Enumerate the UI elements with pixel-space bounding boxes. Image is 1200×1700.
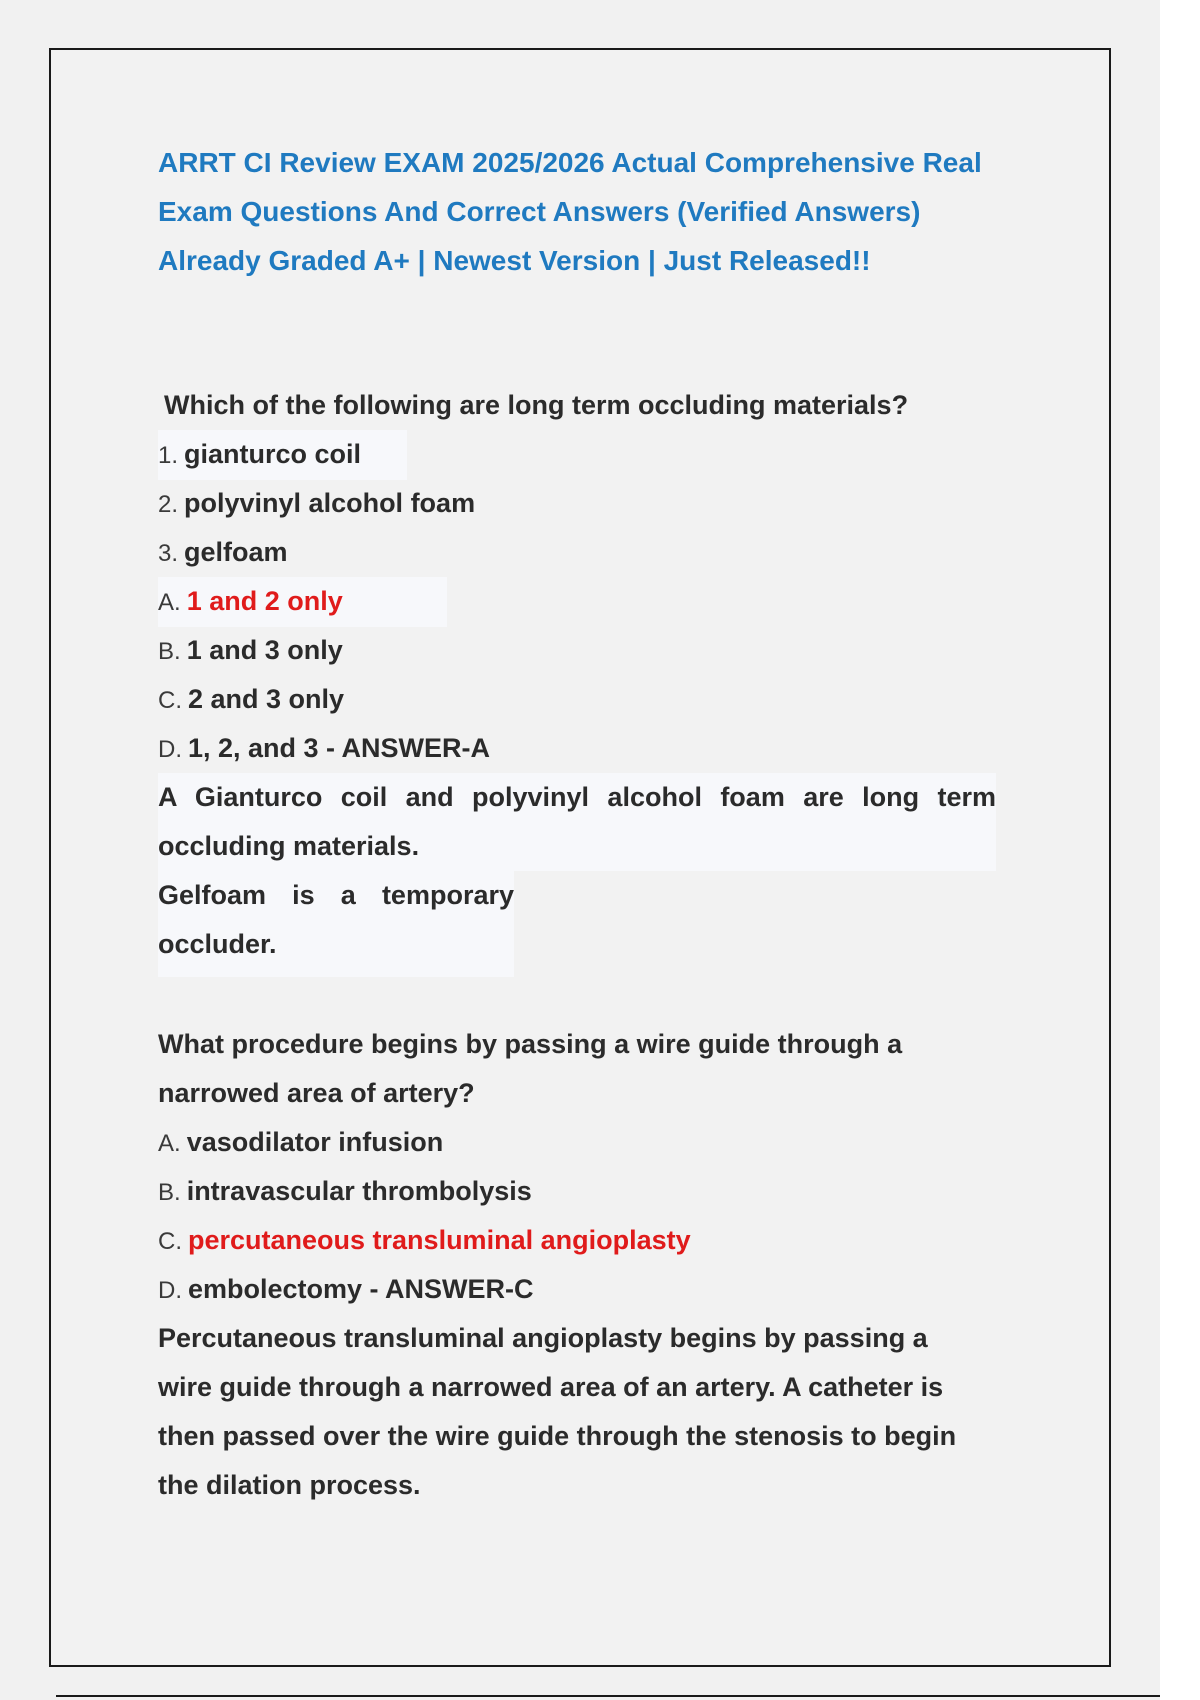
correct-option-text: percutaneous transluminal angioplasty xyxy=(188,1225,691,1255)
question-1-option-a xyxy=(158,577,998,626)
question-2 xyxy=(158,1020,998,1510)
item-text: gianturco coil xyxy=(184,439,362,469)
explanation-line: occluder. xyxy=(158,929,277,959)
page-margin-strip xyxy=(1160,0,1200,1700)
question-1-option-c xyxy=(158,675,998,724)
item-text: gelfoam xyxy=(184,537,288,567)
option-text: 1 and 3 only xyxy=(186,635,343,665)
option-text: intravascular thrombolysis xyxy=(186,1176,532,1206)
explanation-line: wire guide through a narrowed area of an artery. A catheter is xyxy=(158,1372,944,1402)
item-number: 1. xyxy=(158,442,179,469)
item-text: polyvinyl alcohol foam xyxy=(184,488,476,518)
question-1-item-1 xyxy=(158,430,998,479)
option-letter: C. xyxy=(158,1228,182,1255)
explanation-line: Gelfoam is a temporary xyxy=(158,880,514,910)
option-letter: C. xyxy=(158,687,182,714)
option-text-with-answer: 1, 2, and 3 - ANSWER-A xyxy=(188,733,491,763)
question-1-item-2 xyxy=(158,479,998,528)
option-letter: D. xyxy=(158,736,182,763)
question-1-explanation xyxy=(158,773,996,871)
option-text-with-answer: embolectomy - ANSWER-C xyxy=(188,1274,534,1304)
option-letter: B. xyxy=(158,638,181,665)
option-letter: A. xyxy=(158,1130,181,1157)
bottom-rule xyxy=(56,1695,1160,1697)
question-2-option-d xyxy=(158,1265,998,1314)
option-letter: B. xyxy=(158,1179,181,1206)
question-1-option-d xyxy=(158,724,998,773)
question-1-text: Which of the following are long term occluding materials? xyxy=(164,390,909,420)
question-2-explanation xyxy=(158,1314,998,1510)
title-line-3: Already Graded A+ | Newest Version | Just Released!! xyxy=(158,245,871,276)
option-text: vasodilator infusion xyxy=(186,1127,444,1157)
explanation-line: Percutaneous transluminal angioplasty begins by passing a xyxy=(158,1323,928,1353)
question-1-item-3 xyxy=(158,528,998,577)
question-1-explanation-note xyxy=(158,871,514,977)
explanation-line: occluding materials. xyxy=(158,831,420,861)
title-line-1: ARRT CI Review EXAM 2025/2026 Actual Comprehensive Real xyxy=(158,147,982,178)
question-1 xyxy=(158,381,998,977)
explanation-line: then passed over the wire guide through the stenosis to begin xyxy=(158,1421,957,1451)
title-line-2: Exam Questions And Correct Answers (Verified Answers) xyxy=(158,196,921,227)
question-2-option-b xyxy=(158,1167,998,1216)
item-number: 2. xyxy=(158,491,179,518)
question-2-option-c xyxy=(158,1216,998,1265)
explanation-line: the dilation process. xyxy=(158,1470,421,1500)
question-1-option-b xyxy=(158,626,998,675)
explanation-line: A Gianturco coil and polyvinyl alcohol foam are long term xyxy=(158,782,996,812)
question-2-text-line-2: narrowed area of artery? xyxy=(158,1078,475,1108)
question-2-option-a xyxy=(158,1118,998,1167)
option-text: 2 and 3 only xyxy=(188,684,345,714)
question-2-text-line-1: What procedure begins by passing a wire guide through a xyxy=(158,1029,903,1059)
option-letter: D. xyxy=(158,1277,182,1304)
option-letter: A. xyxy=(158,589,181,616)
document-title xyxy=(158,138,1018,285)
item-number: 3. xyxy=(158,540,179,567)
correct-option-text: 1 and 2 only xyxy=(186,586,343,616)
